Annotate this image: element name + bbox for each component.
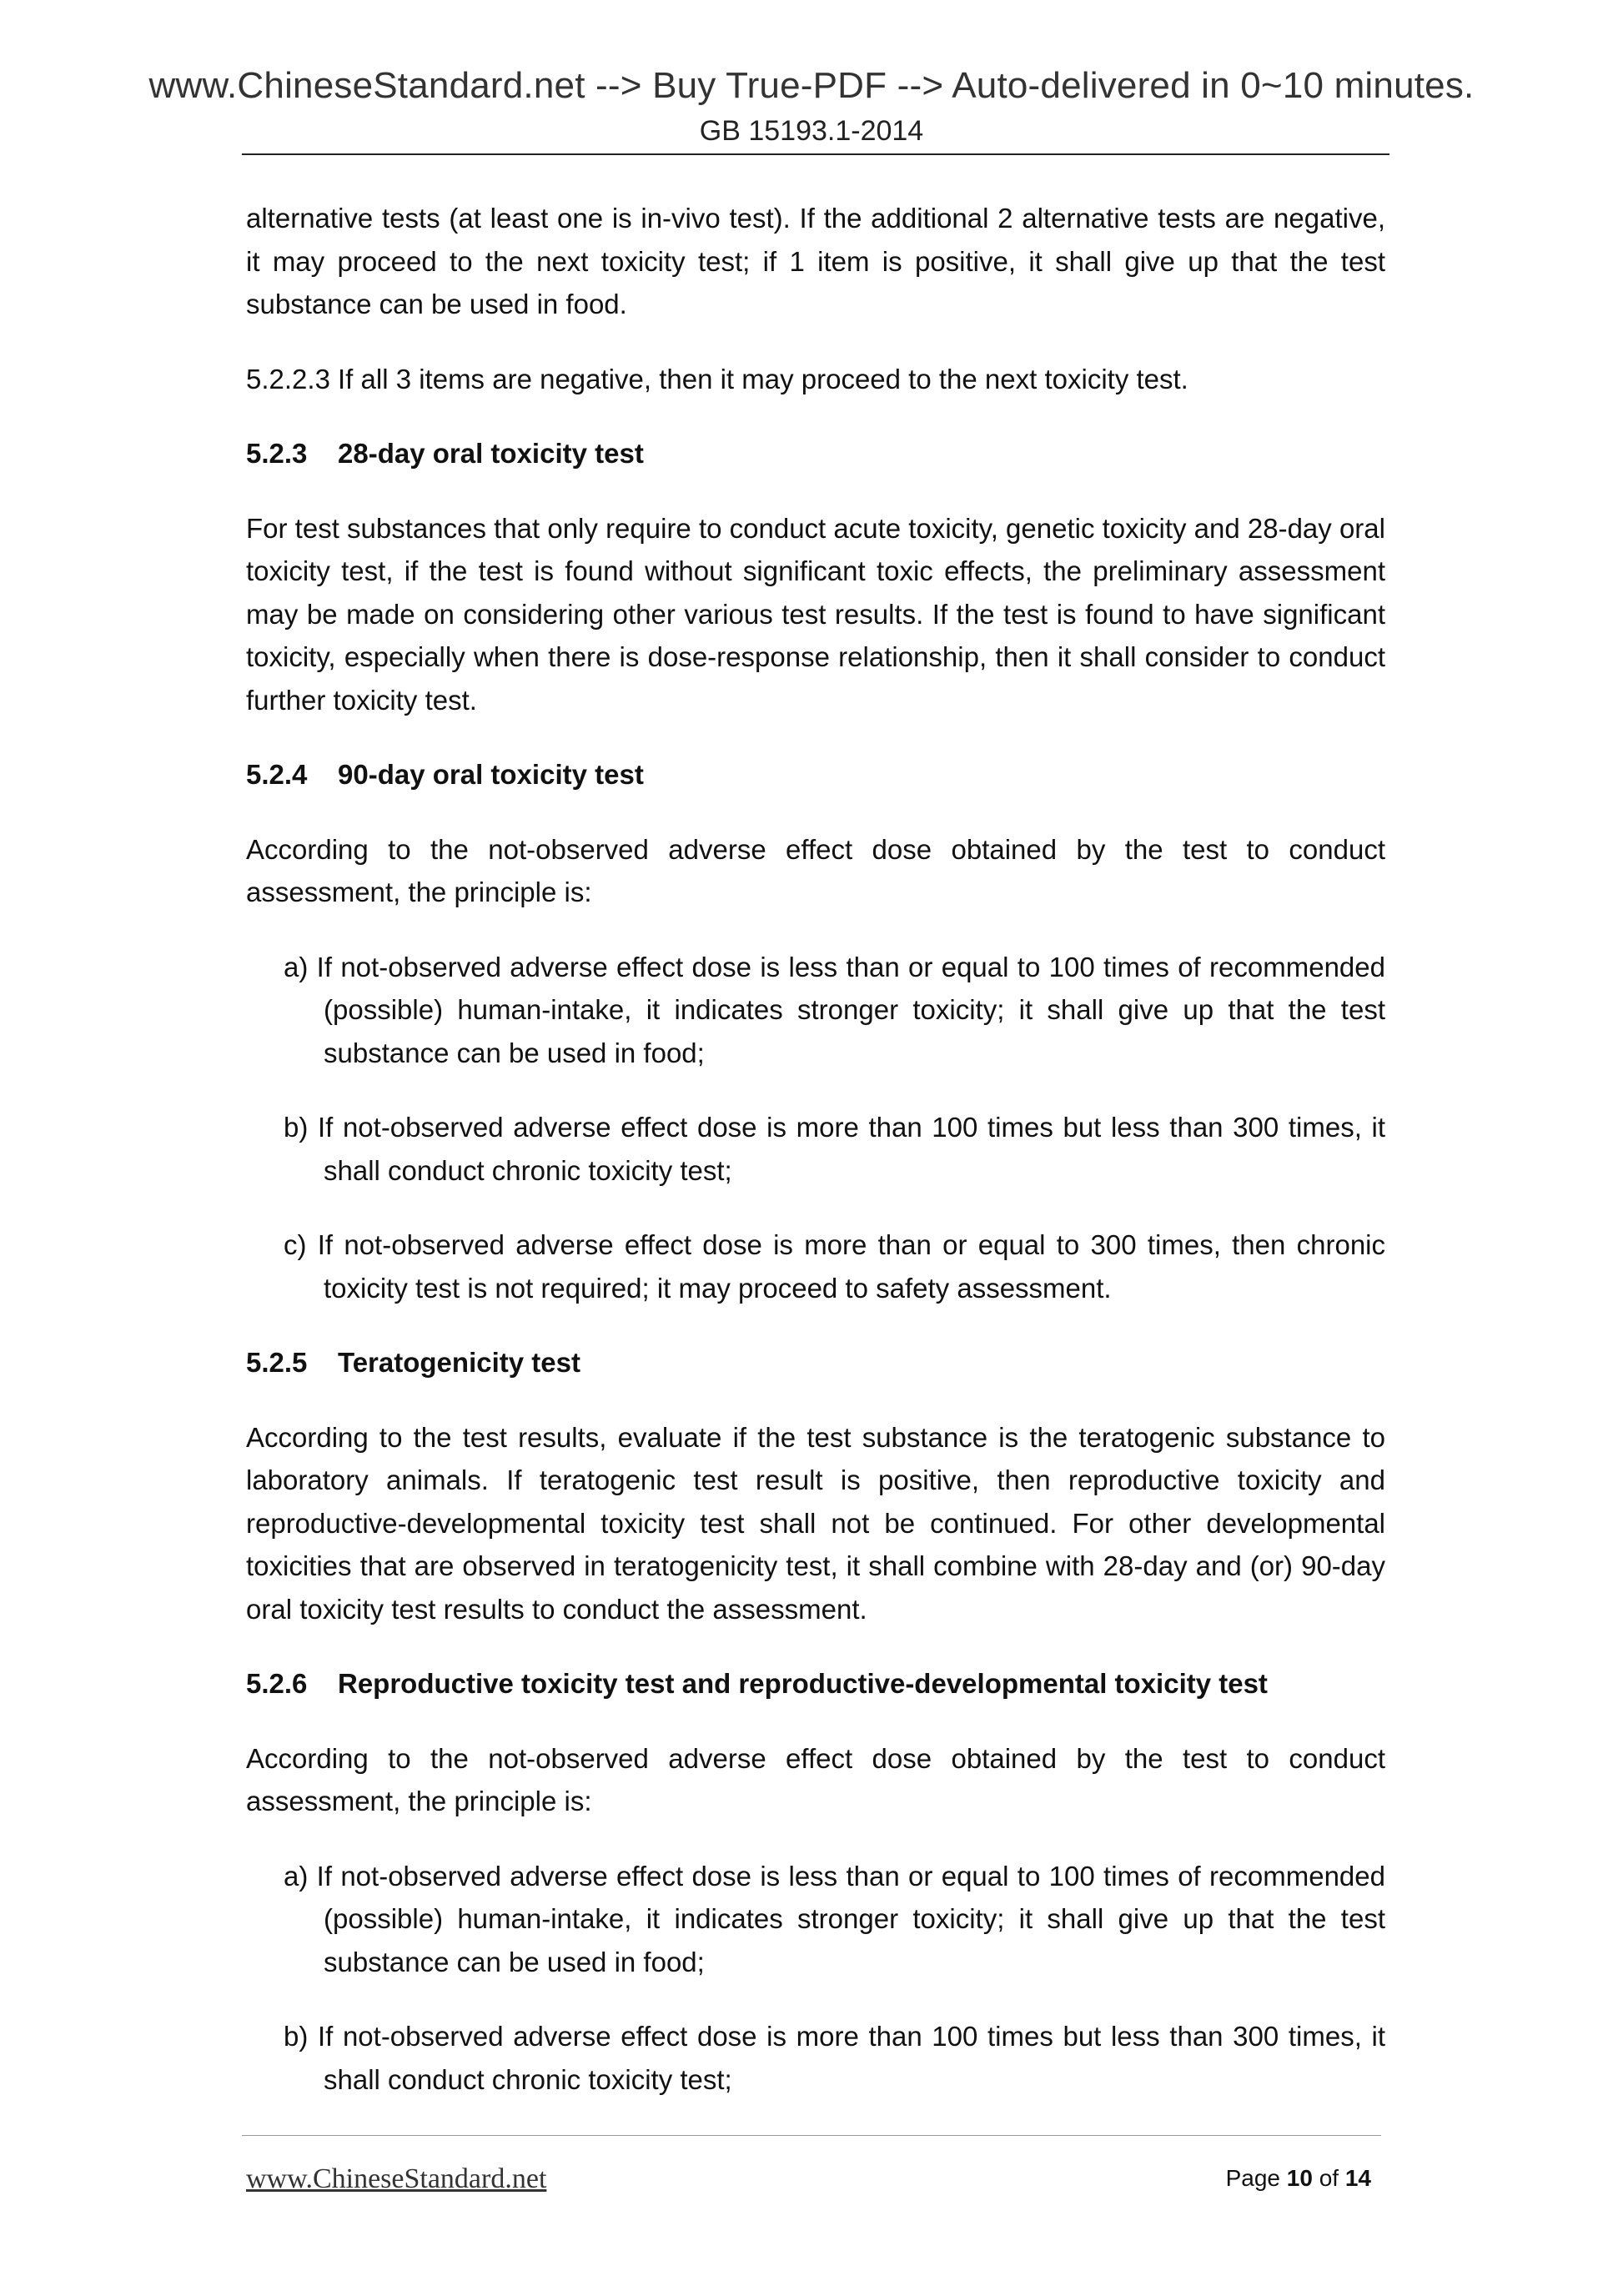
- list-item-5-2-6-b: b) If not-observed adverse effect dose is more than 100 times but less than 300 times, it shall conduct chronic toxicity test;: [284, 2021, 1385, 2095]
- page-label: Page: [1225, 2165, 1280, 2191]
- page-of: of: [1319, 2165, 1339, 2191]
- clause-text: If all 3 items are negative, then it may proceed to the next toxicity test.: [338, 363, 1188, 394]
- section-title: Teratogenicity test: [338, 1347, 580, 1378]
- header-divider: [242, 153, 1389, 155]
- page-current: 10: [1286, 2165, 1313, 2191]
- header-banner: www.ChineseStandard.net --> Buy True-PDF --> Auto-delivered in 0~10 minutes.: [148, 65, 1475, 106]
- section-heading-5-2-4: [246, 753, 1385, 796]
- paragraph-5-2-3: For test substances that only require to conduct acute toxicity, genetic toxicity and 28-day oral toxicity test, if the test is found without significant toxic effects, the preliminary assessment may be made on considering other various test results. If the test is found to have significant toxicity, especially when there is dose-response relationship, then it shall consider to conduct further toxicity test.: [246, 512, 1385, 716]
- page-number: [1226, 2165, 1371, 2192]
- paragraph-continuation: alternative tests (at least one is in-vivo test). If the additional 2 alternative tests are negative, it may proceed to the next toxicity test; if 1 item is positive, it shall give up that the test substance can be used in food.: [246, 203, 1385, 319]
- clause-number: 5.2.2.3: [246, 363, 330, 394]
- paragraph-5-2-6: According to the not-observed adverse effect dose obtained by the test to conduct assessment, the principle is:: [246, 1742, 1385, 1816]
- page-total: 14: [1344, 2165, 1371, 2191]
- paragraph-5-2-4: According to the not-observed adverse effect dose obtained by the test to conduct assessment, the principle is:: [246, 833, 1385, 907]
- footer-site-link[interactable]: www.ChineseStandard.net: [246, 2163, 547, 2194]
- page-body: [246, 197, 1385, 2133]
- section-number: 5.2.5: [246, 1347, 308, 1378]
- section-heading-5-2-6: [246, 1662, 1385, 1706]
- list-item-5-2-4-b: b) If not-observed adverse effect dose is more than 100 times but less than 300 times, it shall conduct chronic toxicity test;: [284, 1112, 1385, 1186]
- clause-5-2-2-3: [246, 358, 1385, 401]
- section-title: 28-day oral toxicity test: [338, 438, 644, 469]
- section-number: 5.2.3: [246, 438, 308, 469]
- footer-divider: [242, 2135, 1381, 2136]
- section-heading-5-2-5: [246, 1341, 1385, 1384]
- section-number: 5.2.4: [246, 759, 308, 790]
- document-id: GB 15193.1-2014: [699, 115, 924, 147]
- section-title: 90-day oral toxicity test: [338, 759, 644, 790]
- section-title: Reproductive toxicity test and reproductive-developmental toxicity test: [338, 1668, 1268, 1699]
- list-item-5-2-6-a: a) If not-observed adverse effect dose is less than or equal to 100 times of recommended (possible) human-intake, it indicates stronger toxicity; it shall give up that the test substance can be used in food;: [284, 1860, 1385, 1977]
- list-item-5-2-4-a: a) If not-observed adverse effect dose is less than or equal to 100 times of recommended (possible) human-intake, it indicates stronger toxicity; it shall give up that the test substance can be used in food;: [284, 951, 1385, 1068]
- section-heading-5-2-3: [246, 432, 1385, 475]
- list-item-5-2-4-c: c) If not-observed adverse effect dose is more than or equal to 300 times, then chronic toxicity test is not required; it may proceed to safety assessment.: [284, 1229, 1385, 1304]
- paragraph-5-2-5: According to the test results, evaluate if the test substance is the teratogenic substance to laboratory animals. If teratogenic test result is positive, then reproductive toxicity and reproductive-developmental toxicity test shall not be continued. For other developmental toxicities that are observed in teratogenicity test, it shall combine with 28-day and (or) 90-day oral toxicity test results to conduct the assessment.: [246, 1421, 1385, 1625]
- section-number: 5.2.6: [246, 1668, 308, 1699]
